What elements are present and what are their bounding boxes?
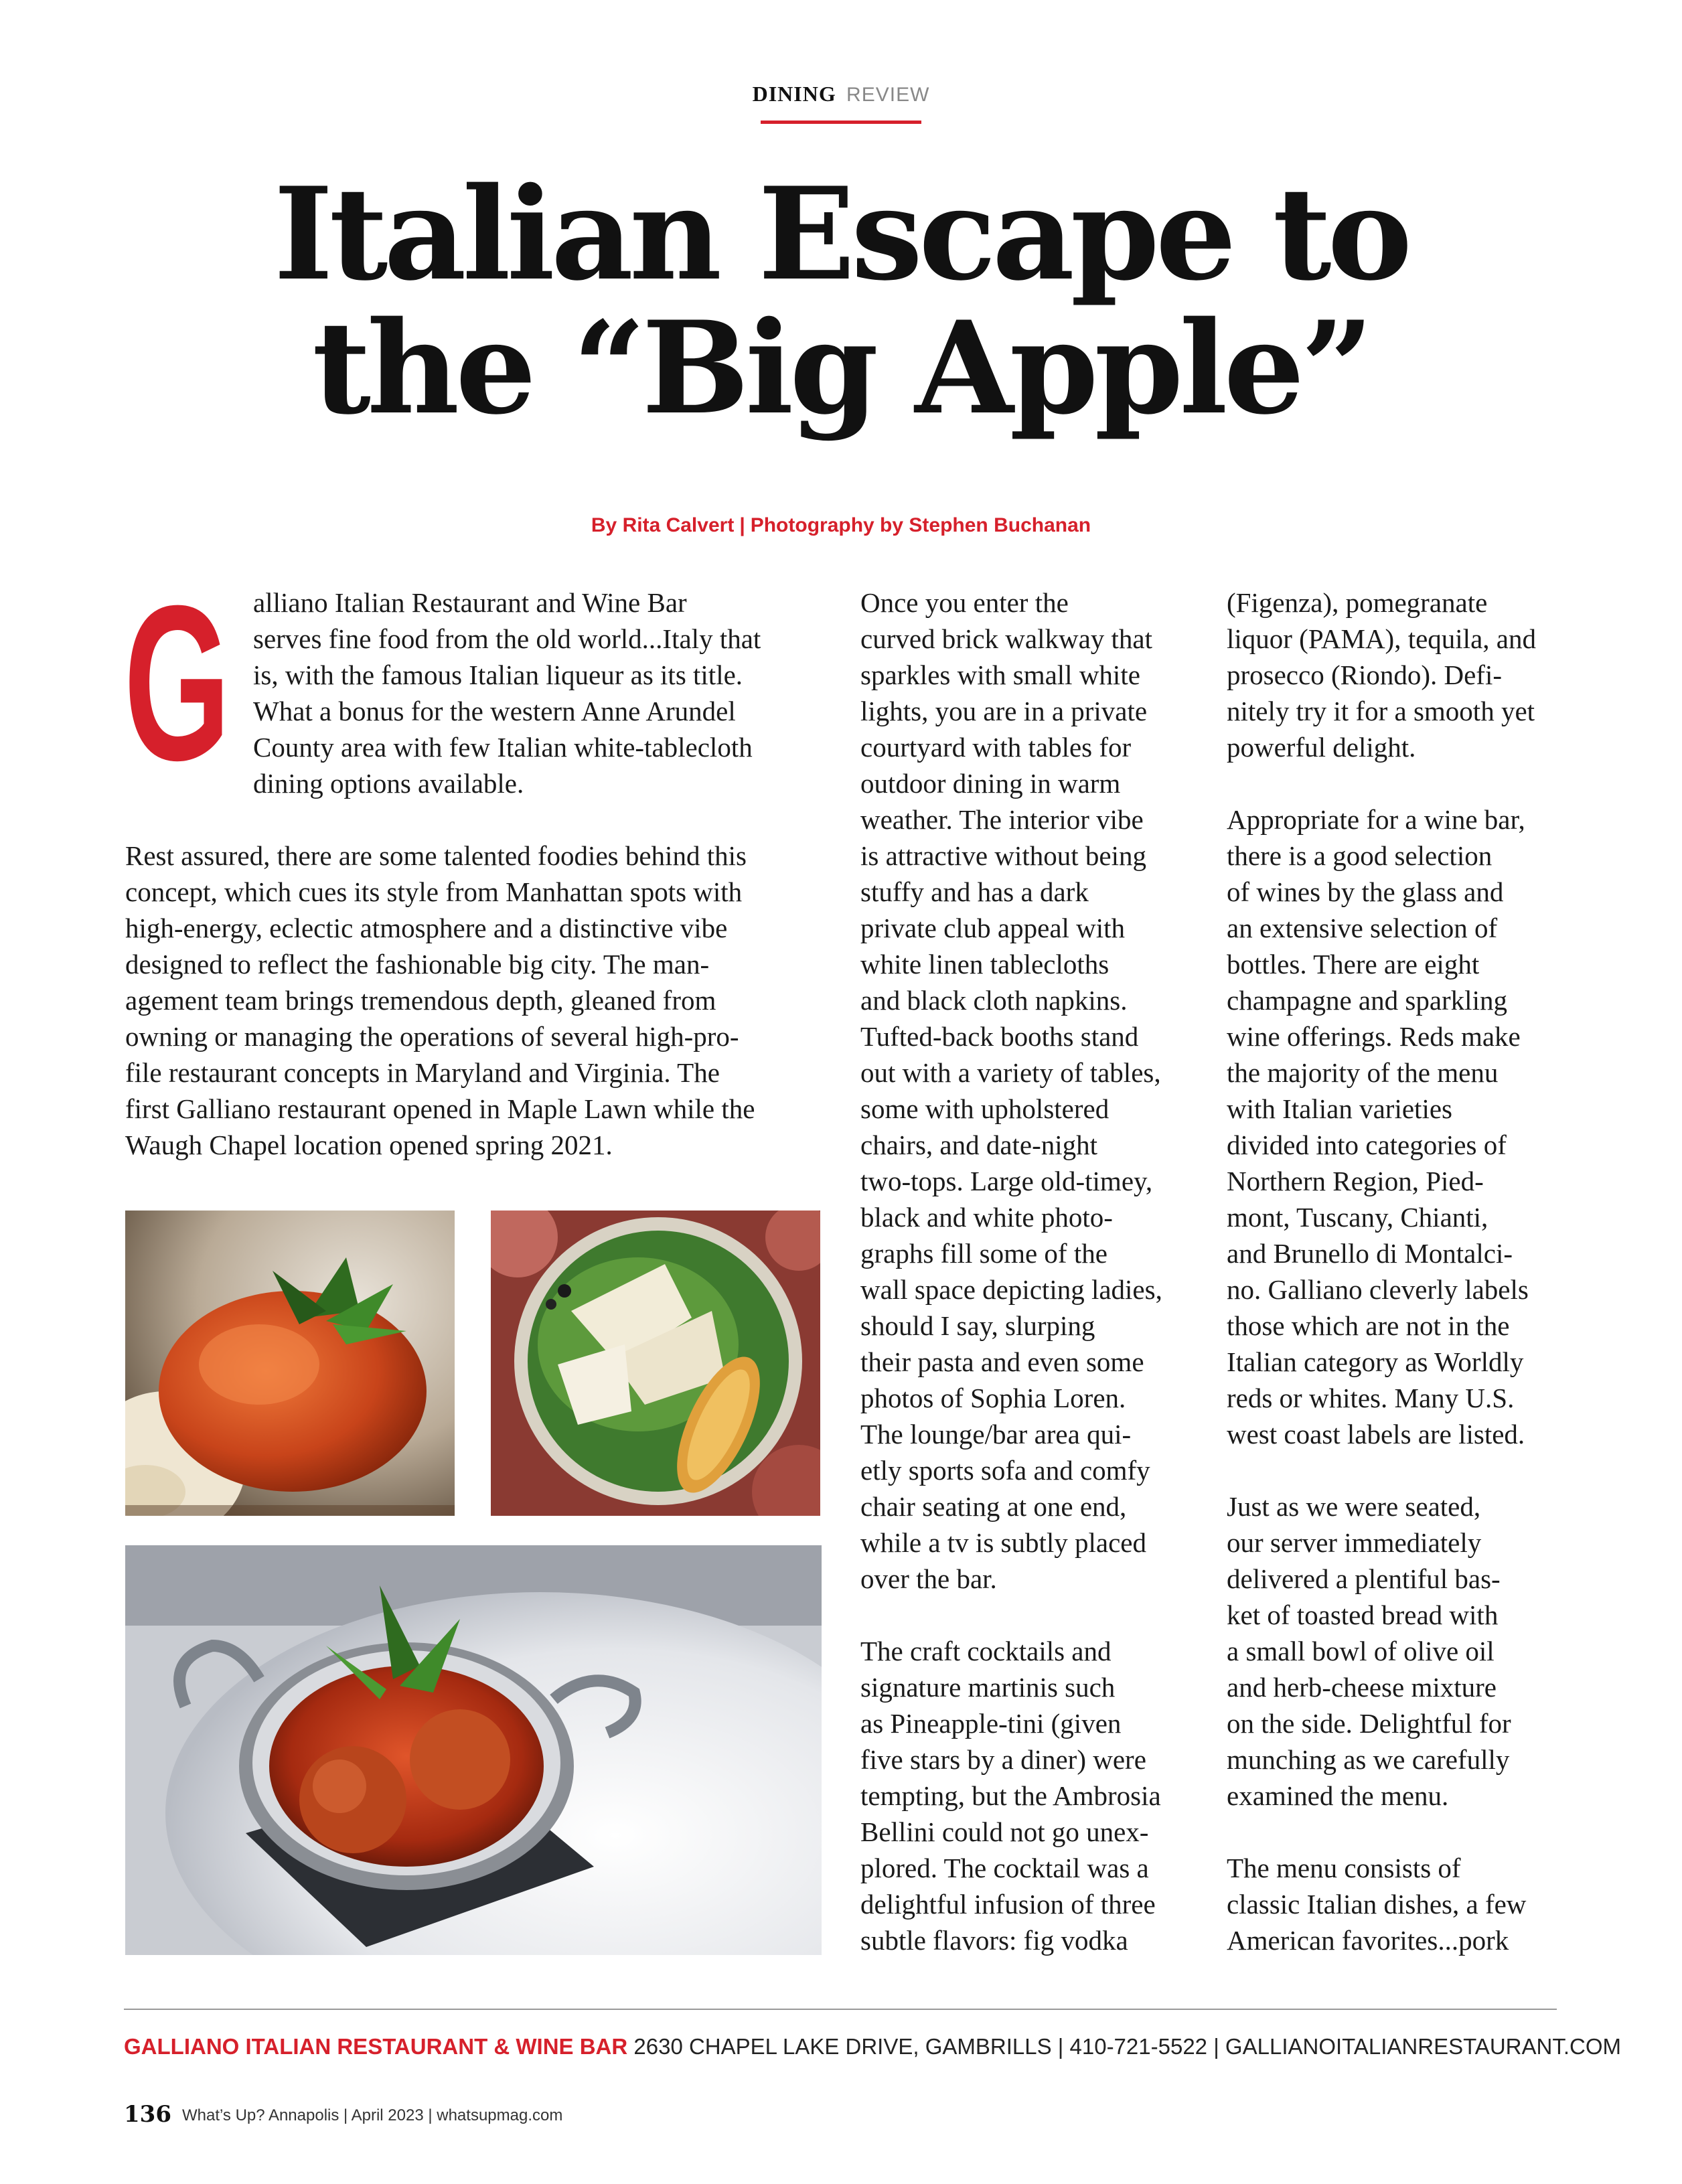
footer-divider [124,2009,1557,2010]
byline-separator: | [739,514,745,536]
restaurant-info-footer [124,2034,1621,2059]
text-line: reds or whites. Many U.S. [1227,1383,1515,1413]
text-line: lights, you are in a private [860,696,1148,726]
photo-chicken-dish [125,1211,455,1516]
text-line: Rest assured, there are some talented foodies behind this [125,840,747,871]
text-line: American favorites...pork [1227,1925,1509,1956]
text-line: there is a good selection [1227,840,1493,871]
meatballs-dish-image [125,1545,822,1955]
text-line: wine offerings. Reds make [1227,1021,1521,1052]
headline-line-2: the “Big Apple” [312,293,1370,443]
text-line: designed to reflect the fashionable big city. The man- [125,949,710,980]
text-line: five stars by a diner) were [860,1744,1146,1775]
text-line: classic Italian dishes, a few [1227,1889,1527,1920]
text-line: private club appeal with [860,913,1126,943]
text-line: curved brick walkway that [860,623,1153,654]
text-line: liquor (PAMA), tequila, and [1227,623,1536,654]
text-line: tempting, but the Ambrosia [860,1780,1161,1811]
text-line: the majority of the menu [1227,1057,1499,1088]
drop-cap: G [124,559,231,806]
text-line: County area with few Italian white-tablecloth [253,732,753,763]
text-line: delightful infusion of three [860,1889,1156,1920]
text-line: white linen tablecloths [860,949,1110,980]
text-line: The menu consists of [1227,1853,1461,1883]
text-line: photos of Sophia Loren. [860,1383,1126,1413]
headline [0,159,1682,443]
text-line: munching as we carefully [1227,1744,1510,1775]
text-line: over the bar. [860,1563,997,1594]
text-line: those which are not in the [1227,1310,1510,1341]
text-line: with Italian varieties [1227,1093,1452,1124]
kicker-underline [761,121,921,124]
paragraph-gap [860,1597,1162,1633]
text-line: our server immediately [1227,1527,1482,1558]
byline-author: By Rita Calvert [591,514,735,536]
byline-photographer: Photography by Stephen Buchanan [750,514,1091,536]
text-line: is attractive without being [860,840,1146,871]
column-3 [1227,584,1536,1958]
text-line: champagne and sparkling [1227,985,1507,1016]
publication-info: What’s Up? Annapolis | April 2023 | whatsupmag.com [182,2106,563,2124]
restaurant-address-phone-web: 2630 CHAPEL LAKE DRIVE, GAMBRILLS | 410-721-5522 | GALLIANOITALIANRESTAURANT.COM [633,2034,1621,2059]
text-line: owning or managing the operations of several high-pro- [125,1021,739,1052]
text-line: dining options available. [253,768,524,799]
chicken-dish-image [125,1211,455,1516]
text-line: stuffy and has a dark [860,876,1089,907]
text-line: The craft cocktails and [860,1636,1112,1666]
text-line: subtle flavors: fig vodka [860,1925,1128,1956]
text-line: concept, which cues its style from Manhattan spots with [125,876,743,907]
text-line: Once you enter the [860,587,1069,618]
text-line: west coast labels are listed. [1227,1419,1525,1450]
kicker-type: REVIEW [846,84,930,106]
text-line: divided into categories of [1227,1129,1507,1160]
text-line: and Brunello di Montalci- [1227,1238,1513,1269]
column-1-paragraph-2 [125,838,755,1163]
text-line: is, with the famous Italian liqueur as its title. [253,659,743,690]
text-line: first Galliano restaurant opened in Maple Lawn while the [125,1093,755,1124]
text-line: Just as we were seated, [1227,1491,1481,1522]
text-line: a small bowl of olive oil [1227,1636,1495,1666]
text-line: ket of toasted bread with [1227,1600,1499,1630]
text-line: out with a variety of tables, [860,1057,1161,1088]
text-line: Waugh Chapel location opened spring 2021. [125,1129,613,1160]
text-line: Italian category as Worldly [1227,1346,1524,1377]
text-line: prosecco (Riondo). Defi- [1227,659,1503,690]
text-line: chairs, and date-night [860,1129,1098,1160]
text-line: signature martinis such [860,1672,1116,1703]
text-line: etly sports sofa and comfy [860,1455,1150,1486]
text-line: Appropriate for a wine bar, [1227,804,1525,835]
text-line: agement team brings tremendous depth, gleaned from [125,985,716,1016]
column-2 [860,584,1162,1958]
text-line: while a tv is subtly placed [860,1527,1146,1558]
kicker-section: DINING [752,82,836,106]
text-line: graphs fill some of the [860,1238,1107,1269]
text-line: as Pineapple-tini (given [860,1708,1122,1739]
paragraph-gap [1227,765,1536,801]
text-line: The lounge/bar area qui- [860,1419,1132,1450]
text-line: plored. The cocktail was a [860,1853,1149,1883]
text-line: Bellini could not go unex- [860,1816,1149,1847]
text-line: (Figenza), pomegranate [1227,587,1488,618]
text-line: and black cloth napkins. [860,985,1128,1016]
text-line: courtyard with tables for [860,732,1132,763]
text-line: outdoor dining in warm [860,768,1121,799]
text-line: mont, Tuscany, Chianti, [1227,1202,1488,1233]
text-line: Tufted-back booths stand [860,1021,1139,1052]
text-line: delivered a plentiful bas- [1227,1563,1501,1594]
photo-meatballs-dish [125,1545,822,1955]
text-line: no. Galliano cleverly labels [1227,1274,1529,1305]
text-line: their pasta and even some [860,1346,1144,1377]
text-line: and herb-cheese mixture [1227,1672,1497,1703]
text-line: should I say, slurping [860,1310,1095,1341]
text-line: What a bonus for the western Anne Arundel [253,696,736,726]
text-line: examined the menu. [1227,1780,1449,1811]
column-1-intro [253,584,761,801]
text-line: file restaurant concepts in Maryland and Virginia. The [125,1057,720,1088]
text-line: weather. The interior vibe [860,804,1144,835]
text-line: wall space depicting ladies, [860,1274,1162,1305]
text-line: alliano Italian Restaurant and Wine Bar [253,587,687,618]
text-line: Northern Region, Pied- [1227,1166,1484,1196]
page-number: 136 [124,2101,171,2128]
text-line: bottles. There are eight [1227,949,1480,980]
text-line: two-tops. Large old-timey, [860,1166,1153,1196]
text-line: an extensive selection of [1227,913,1498,943]
text-line: of wines by the glass and [1227,876,1504,907]
text-line: high-energy, eclectic atmosphere and a distinctive vibe [125,913,728,943]
salad-dish-image [491,1211,820,1516]
text-line: sparkles with small white [860,659,1140,690]
text-line: chair seating at one end, [860,1491,1127,1522]
paragraph-gap [1227,1814,1536,1850]
text-line: some with upholstered [860,1093,1110,1124]
text-line: nitely try it for a smooth yet [1227,696,1535,726]
text-line: on the side. Delightful for [1227,1708,1511,1739]
text-line: powerful delight. [1227,732,1416,763]
headline-line-1: Italian Escape to [273,159,1409,309]
byline [0,514,1682,537]
section-kicker [0,82,1682,106]
text-line: serves fine food from the old world...Italy that [253,623,761,654]
restaurant-name: GALLIANO ITALIAN RESTAURANT & WINE BAR [124,2034,628,2059]
photo-salad-dish [491,1211,820,1516]
text-line: black and white photo- [860,1202,1113,1233]
paragraph-gap [1227,1452,1536,1488]
